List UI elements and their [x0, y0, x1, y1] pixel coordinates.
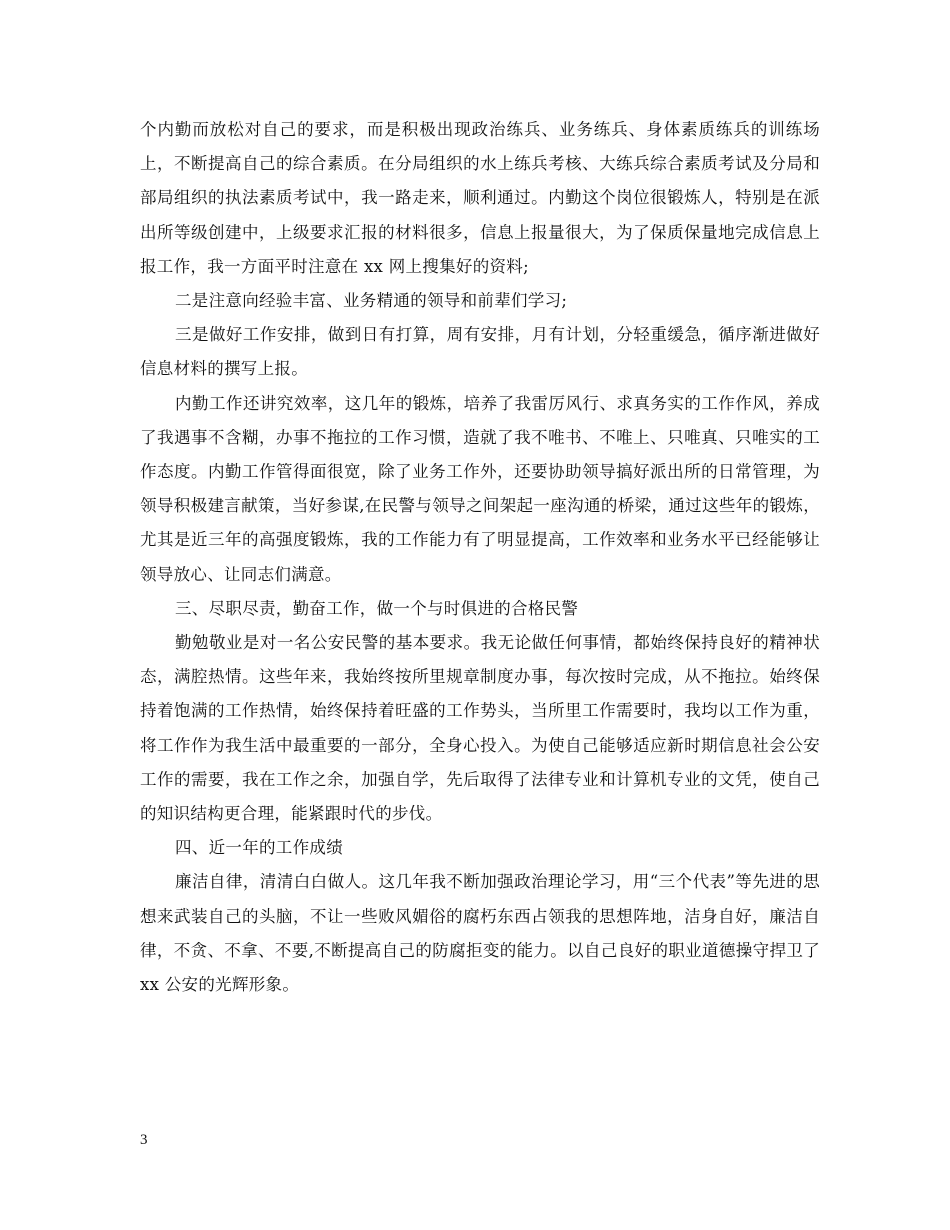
page-number: 3: [140, 1132, 148, 1148]
section-heading-three: 三、尽职尽责，勤奋工作，做一个与时俱进的合格民警: [175, 598, 579, 618]
paragraph-dedication: 勤勉敬业是对一名公安民警的基本要求。我无论做任何事情，都始终保持良好的精神状态，满腔热情。这些年来，我始终按所里规章制度办事，每次按时完成，从不拖拉。始终保持着饱满的工作热情，始终保持着旺盛的工作势头，当所里工作需要时，我均以工作为重，将工作作为我生活中最重要的一部分，全身心投入。为使自己能够适应新时期信息社会公安工作的需要，我在工作之余，加强自学，先后取得了法律专业和计算机专业的文凭，使自己的知识结构更合理，能紧跟时代的步伐。: [140, 633, 820, 824]
section-heading-four: 四、近一年的工作成绩: [175, 838, 343, 858]
paragraph-efficiency: 内勤工作还讲究效率，这几年的锻炼，培养了我雷厉风行、求真务实的工作作风，养成了我遇事不含糊，办事不拖拉的工作习惯，造就了我不唯书、不唯上、只唯真、只唯实的工作态度。内勤工作管得面很宽，除了业务工作外，还要协助领导搞好派出所的日常管理，为领导积极建言献策，当好参谋,在民警与领导之间架起一座沟通的桥梁，通过这些年的锻炼，尤其是近三年的高强度锻炼，我的工作能力有了明显提高，工作效率和业务水平已经能够让领导放心、让同志们满意。: [140, 393, 820, 584]
document-body: [140, 113, 820, 1002]
paragraph-learning: 二是注意向经验丰富、业务精通的领导和前辈们学习;: [175, 291, 568, 311]
paragraph-integrity: 廉洁自律，清清白白做人。这几年我不断加强政治理论学习，用“三个代表”等先进的思想来武装自己的头脑，不让一些败风媚俗的腐朽东西占领我的思想阵地，洁身自好，廉洁自律，不贪、不拿、不要,不断提高自己的防腐拒变的能力。以自己良好的职业道德操守捍卫了 xx 公安的光辉形象。: [140, 872, 820, 995]
paragraph-arrangement: 三是做好工作安排，做到日有打算，周有安排，月有计划，分轻重缓急，循序渐进做好信息材料的撰写上报。: [140, 325, 820, 379]
paragraph-continuation: 个内勤而放松对自己的要求，而是积极出现政治练兵、业务练兵、身体素质练兵的训练场上，不断提高自己的综合素质。在分局组织的水上练兵考核、大练兵综合素质考试及分局和部局组织的执法素质考试中，我一路走来，顺利通过。内勤这个岗位很锻炼人，特别是在派出所等级创建中，上级要求汇报的材料很多，信息上报量很大，为了保质保量地完成信息上报工作，我一方面平时注意在 xx 网上搜集好的资料;: [140, 120, 820, 276]
